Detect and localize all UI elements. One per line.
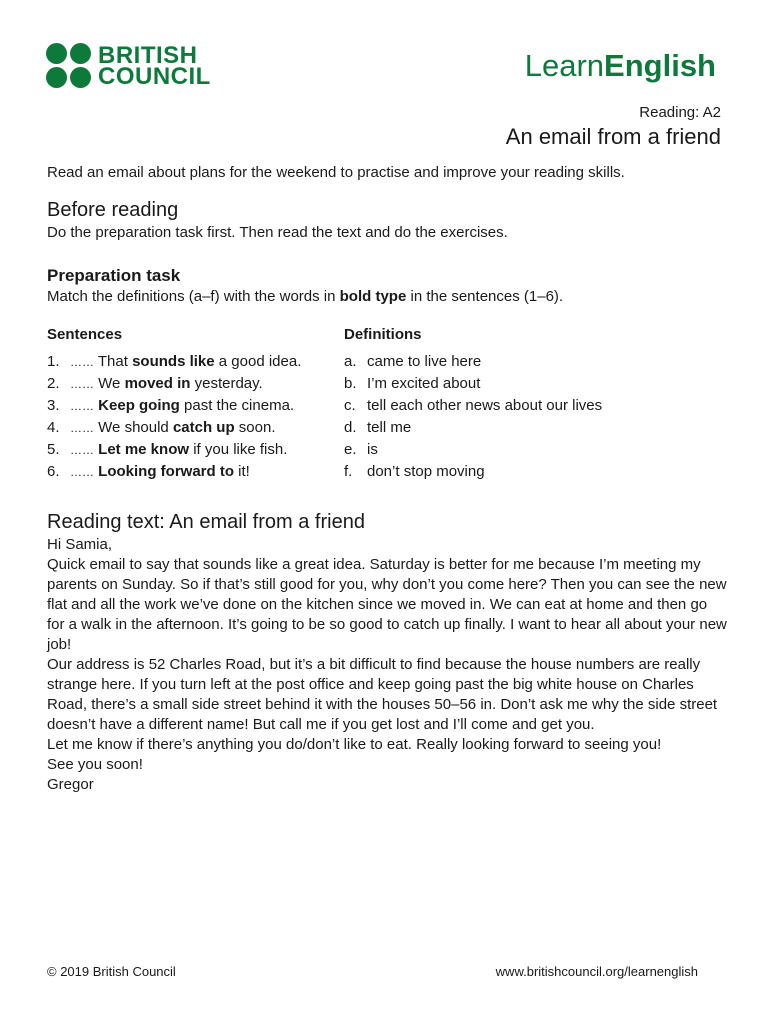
- document-body: [47, 163, 727, 795]
- definition-item: b. I’m excited about: [344, 375, 481, 392]
- matching-exercise: [47, 325, 727, 483]
- learnenglish-logo: [525, 48, 716, 84]
- definition-item: c. tell each other news about our lives: [344, 397, 603, 414]
- definition-item: d. tell me: [344, 419, 412, 436]
- footer-copyright: © 2019 British Council: [47, 964, 176, 979]
- footer-url[interactable]: www.britishcouncil.org/learnenglish: [495, 964, 698, 979]
- sentences-column: [47, 325, 344, 483]
- reading-text-heading: Reading text: An email from a friend: [47, 511, 365, 533]
- definition-item: e. is: [344, 441, 378, 458]
- preparation-task-heading: Preparation task: [47, 266, 181, 285]
- sentence-item: 1. …… That sounds like a good idea.: [47, 353, 302, 370]
- page-header: [0, 0, 768, 100]
- before-reading-heading: Before reading: [47, 199, 179, 221]
- email-signoff: See you soon!: [47, 756, 143, 773]
- email-greeting: Hi Samia,: [47, 536, 113, 553]
- email-paragraph-2: Our address is 52 Charles Road, but it’s a bit difficult to find because the house numbers are really strange here. If you turn left at the post office and keep going past the big white house on Charles Road, there’s a small side street behind it with the houses 50–56 in. Don’t ask me why the side street doesn’t have a different name! But call me if you get lost and I’ll come and get you.: [47, 656, 718, 733]
- definition-item: f. don’t stop moving: [344, 463, 485, 480]
- email-paragraph-1: Quick email to say that sounds like a great idea. Saturday is better for me because I’m meeting my parents on Sunday. So if that’s still good for you, why don’t you come here? Then you can see the new flat and all the work we’ve done on the kitchen since we moved in. We can eat at home and then go for a walk in the afternoon. It’s going to be so good to catch up finally. I want to hear all about your new job!: [47, 556, 727, 653]
- definition-item: a. came to live here: [344, 353, 482, 370]
- learn-part: Learn: [524, 48, 605, 83]
- sentence-item: 5. …… Let me know if you like fish.: [47, 441, 288, 458]
- email-paragraph-3: Let me know if there’s anything you do/don’t like to eat. Really looking forward to seeing you!: [47, 736, 662, 753]
- before-reading-text: Do the preparation task first. Then read the text and do the exercises.: [47, 224, 508, 241]
- british-council-logo: [46, 43, 211, 88]
- brand-line-1: BRITISH: [98, 41, 198, 69]
- document-title: An email from a friend: [505, 124, 721, 149]
- brand-line-2: COUNCIL: [98, 62, 211, 90]
- preparation-task-instructions: Match the definitions (a–f) with the words in bold type in the sentences (1–6).: [47, 288, 564, 305]
- reading-level: Reading: A2: [639, 104, 721, 121]
- sentences-heading: Sentences: [47, 326, 123, 343]
- sentence-item: 6. …… Looking forward to it!: [47, 463, 250, 480]
- english-part: English: [604, 48, 716, 83]
- sentence-item: 2. …… We moved in yesterday.: [47, 375, 263, 392]
- definitions-heading: Definitions: [344, 326, 422, 343]
- email-sender-name: Gregor: [47, 776, 94, 793]
- definitions-column: [344, 325, 724, 483]
- sentence-item: 4. …… We should catch up soon.: [47, 419, 276, 436]
- sentence-item: 3. …… Keep going past the cinema.: [47, 397, 295, 414]
- british-council-dots-icon: [46, 43, 91, 88]
- intro-text: Read an email about plans for the weekend to practise and improve your reading skills.: [47, 164, 625, 181]
